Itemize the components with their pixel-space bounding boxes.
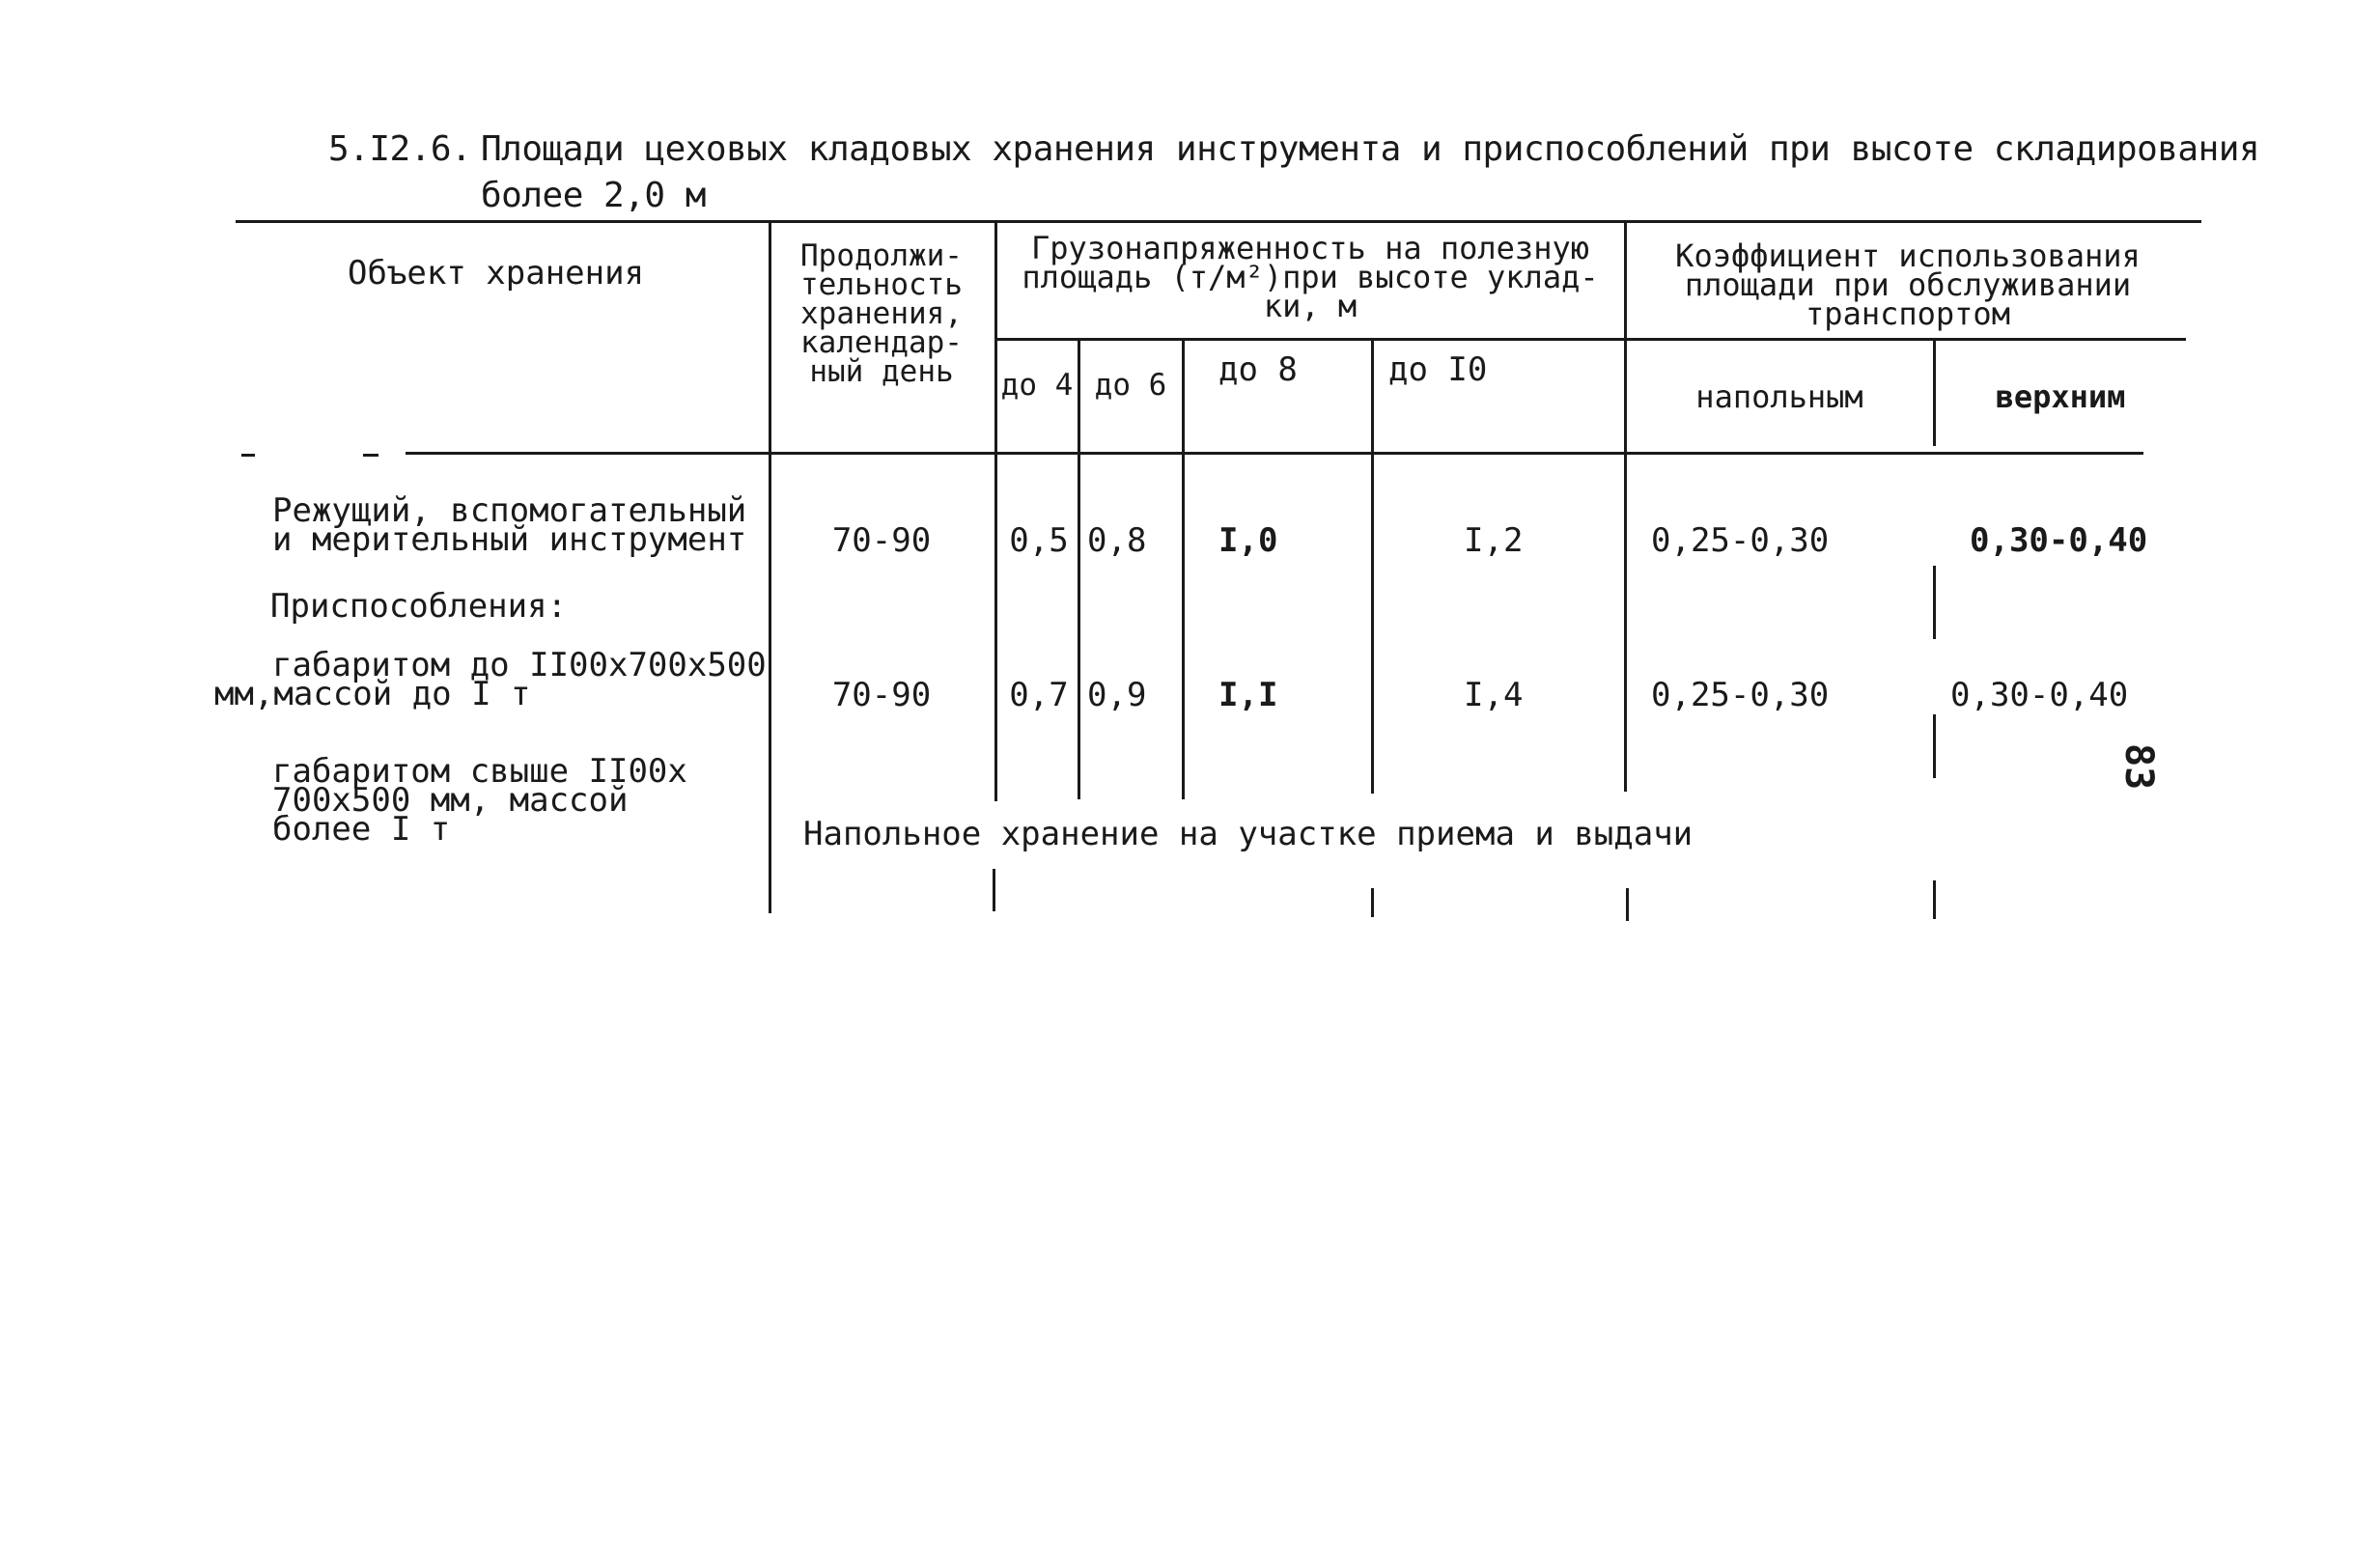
row2-object: габаритом до II00x700x500 мм,массой до I т: [214, 646, 767, 713]
row3-object: габаритом свыше II00x 700x500 мм, массой более I т: [272, 752, 687, 849]
col-divider-load8: [1371, 340, 1374, 794]
row1-duration: 70-90: [831, 521, 932, 560]
row1-load-4: 0,5: [1009, 521, 1069, 560]
header-bottom-rule: [406, 452, 2143, 455]
header-load-up-to-6: до 6: [1094, 368, 1167, 403]
row2-duration: 70-90: [831, 676, 932, 714]
row3-note: Напольное хранение на участке приема и выдачи: [803, 815, 1694, 853]
col-divider-duration-lower: [993, 869, 995, 911]
col-divider-load4: [1078, 340, 1080, 799]
row2-load-4: 0,7: [1009, 676, 1069, 714]
table-top-rule: [236, 220, 2201, 223]
row1-coef-floor: 0,25-0,30: [1651, 521, 1830, 560]
row2-load-10: I,4: [1464, 676, 1524, 714]
row2-coef-overhead: 0,30-0,40: [1950, 676, 2129, 714]
row1-load-6: 0,8: [1087, 521, 1147, 560]
header-object: Объект хранения: [348, 254, 645, 293]
table-title: Площади цеховых кладовых хранения инструмента и приспособлений при высоте складирования: [481, 129, 2260, 169]
col-divider-coef-mid: [1933, 566, 1936, 639]
row1-load-10: I,2: [1464, 521, 1524, 560]
group-label-fixtures: Приспособления:: [270, 587, 568, 626]
header-load-group: Грузонапряженность на полезную площадь (т/м²)при высоте уклад- ки, м: [1022, 230, 1599, 324]
header-load-up-to-8: до 8: [1218, 350, 1298, 389]
row2-load-6: 0,9: [1087, 676, 1147, 714]
col-divider-duration: [994, 222, 997, 801]
col-divider-load6: [1182, 340, 1185, 799]
header-duration: Продолжи- тельность хранения, календар- ный день: [800, 238, 963, 389]
row1-load-8: I,0: [1218, 521, 1278, 560]
col-divider-coef-low: [1933, 714, 1936, 778]
table-title-continued: более 2,0 м: [481, 176, 706, 215]
header-coef-overhead: верхним: [1995, 378, 2126, 415]
header-coef-floor: напольным: [1695, 378, 1863, 415]
row1-coef-overhead: 0,30-0,40: [1970, 521, 2148, 560]
col-divider-load-group: [1624, 222, 1627, 792]
row2-coef-floor: 0,25-0,30: [1651, 676, 1830, 714]
header-bottom-rule-left: [241, 454, 255, 457]
col-divider-load8-lower: [1371, 888, 1374, 917]
page-number: 83: [2116, 743, 2161, 791]
load-header-divider: [994, 338, 1624, 341]
coef-header-divider: [1626, 338, 2186, 341]
header-load-up-to-10: до I0: [1388, 350, 1488, 389]
header-load-up-to-4: до 4: [1000, 368, 1074, 403]
section-number: 5.I2.6.: [328, 129, 472, 169]
header-coef-group: Коэффициент использования площади при обслуживании транспортом: [1675, 237, 2141, 332]
row2-load-8: I,I: [1218, 676, 1278, 714]
header-bottom-rule-left2: [363, 454, 378, 457]
col-divider-coef-bottom: [1933, 880, 1936, 919]
col-divider-load-group-lower: [1626, 888, 1629, 921]
row1-object: Режущий, вспомогательный и мерительный инструмент: [272, 491, 747, 559]
